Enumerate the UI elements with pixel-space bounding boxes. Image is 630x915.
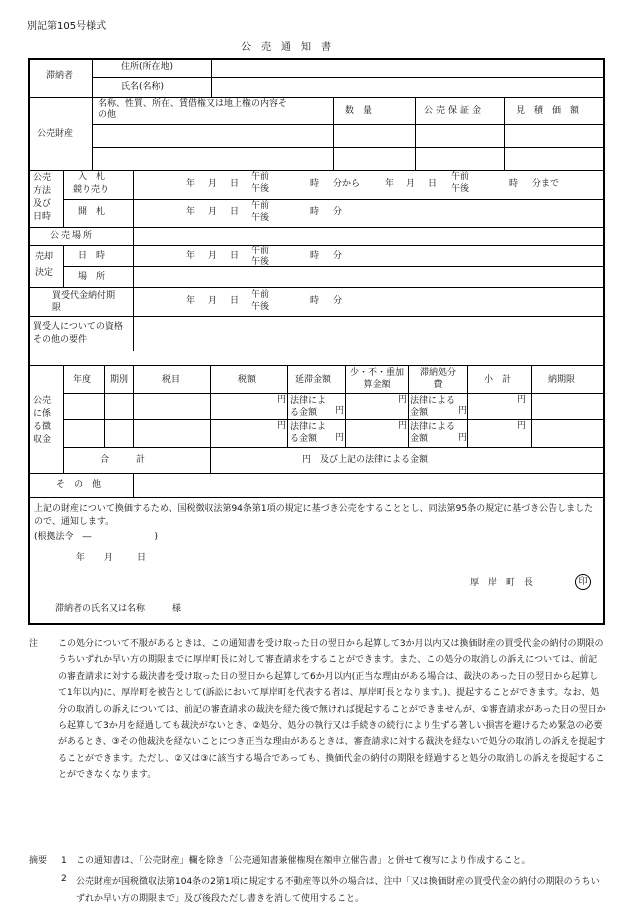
- delinquent-label: 滞納者: [46, 71, 74, 81]
- remarks-label: 摘要: [29, 856, 48, 866]
- date-year: 年: [76, 553, 86, 563]
- place-label: 公売場所: [50, 231, 95, 241]
- col-delinquency: 延滞金額: [295, 375, 332, 385]
- tender-label: 開 札: [78, 207, 106, 217]
- issuer: 厚 岸 町 長: [470, 578, 534, 588]
- remark-2: 公売財産が国税徴収法第104条の2第1項に規定する不動産等以外の場合は、注中「又は換価財産の買受代金の納付の期限のうちいずれか早い方の期限まで」及び後段ただし書きを消して使用すること。: [76, 877, 600, 904]
- col-subtotal: 小 計: [484, 375, 512, 385]
- page-title: 公 売 通 知 書: [241, 42, 331, 53]
- decision-place-field[interactable]: [134, 267, 603, 287]
- qualification-label: 買受人についての資格その他の要件: [33, 322, 123, 345]
- col-period: 期別: [110, 375, 129, 385]
- date-day: 日: [137, 553, 147, 563]
- deposit-header: 公売保証金: [424, 106, 485, 116]
- col-amount: 税額: [238, 375, 257, 385]
- col-fee: 滞納処分費: [420, 368, 457, 390]
- other-field[interactable]: [134, 474, 603, 497]
- col-item: 税目: [162, 375, 181, 385]
- name-field[interactable]: [212, 78, 603, 97]
- place-field[interactable]: [134, 228, 603, 245]
- col-due: 納期限: [548, 375, 576, 385]
- col-addition: 少・不・重加算金額: [350, 368, 405, 390]
- notes-text: この処分について不服があるときは、この通知書を受け取った日の翌日から起算して3か月以内又は換価財産の買受代金の納付の期限のうちいずれか早い方の期限までに厚岸町長に対して審査請求をすることができます。また、この処分の取消しの訴えについては、前記の審査請求に対する裁決書を受け取った日の翌日から起算して6か月以内(正当な理由がある場合は、裁決のあった日の翌日から起算して1年以内)に、厚岸町を被告として(訴訟において厚岸町を代表する者は、厚岸町長となります。)、提起することができます。なお、処分の取消しの訴えについては、前記の審査請求の裁決を経た後で無ければ提起することができませんが、①審査請求があった日の翌日から起算して3か月を経過しても裁決がないとき、②処分、処分の執行又は手続きの続行により生ずる著しい損害を避けるため緊急の必要があるとき、③その他裁決を経ないことにつき正当な理由があるときは、審査請求に対する裁決を経ないで処分の取消しの訴えを提起することができます。ただし、②又は③に該当する場合であっても、換価代金の納付の期限を経過すると処分の取消しの訴えを提起することができなくなります。: [58, 639, 606, 781]
- date-month: 月: [104, 553, 114, 563]
- sale-method-label: 公売方法及び日時: [33, 173, 52, 222]
- qualification-field[interactable]: [134, 317, 603, 365]
- remark-1: この通知書は、「公売財産」欄を除き「公売通知書兼催権現在額申立催告書」と併せて複写により作成すること。: [76, 856, 531, 866]
- recipient: 滞納者の氏名又は名称 様: [55, 604, 182, 614]
- body-text: 上記の財産について換価するため、国税徴収法第94条第1項の規定に基づき公売をすることとし、同法第95条の規定に基づき公告しましたので、通知します。: [34, 504, 594, 527]
- other-label: そ の 他: [56, 480, 102, 490]
- seal-icon: 印: [575, 574, 591, 590]
- property-label: 公売財産: [37, 129, 74, 139]
- remark-2-number: 2: [61, 874, 67, 884]
- remark-1-number: 1: [61, 856, 67, 866]
- payment-deadline-label: 買受代金納付期限: [52, 291, 116, 313]
- form-number: 別記第105号様式: [27, 21, 107, 32]
- address-field[interactable]: [212, 59, 603, 77]
- estimate-header: 見積価額: [516, 106, 589, 116]
- decision-datetime-label: 日 時: [78, 251, 106, 261]
- property-row[interactable]: [93, 125, 603, 147]
- property-row[interactable]: [93, 148, 603, 170]
- decision-place-label: 場 所: [78, 272, 106, 282]
- col-year: 年度: [73, 375, 92, 385]
- name-label: 氏名(名称): [121, 82, 165, 92]
- address-label: 住所(所在地): [121, 62, 174, 72]
- auction-label: 競り売り: [73, 185, 110, 195]
- quantity-header: 数 量: [345, 106, 373, 116]
- legal-basis: (根拠法令 ― ): [34, 532, 159, 542]
- property-desc-header: 名称、性質、所在、賃借権又は地上権の内容その他: [98, 99, 288, 120]
- total-label: 合 計: [100, 455, 146, 465]
- taxes-label: 公売に係る徴収金: [33, 396, 52, 445]
- total-value: 円 及び上記の法律による金額: [302, 455, 429, 465]
- bid-label: 入 札: [78, 172, 106, 182]
- decision-label: 売却決定: [35, 252, 54, 278]
- notes-label: 注: [29, 639, 39, 649]
